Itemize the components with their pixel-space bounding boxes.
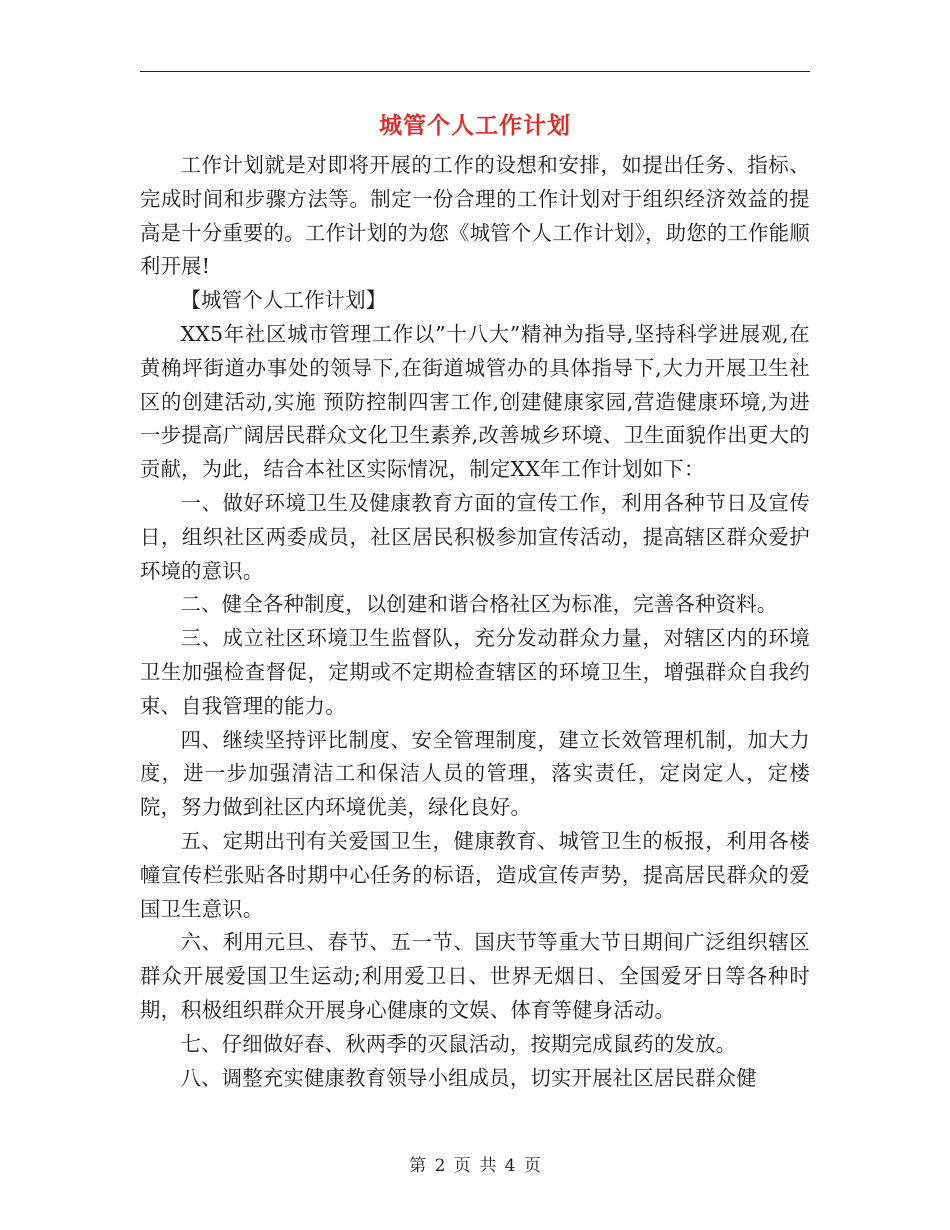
list-item: 三、成立社区环境卫生监督队，充分发动群众力量，对辖区内的环境卫生加强检查督促，定期或不定期检查辖区的环境卫生，增强群众自我约束、自我管理的能力。 [140, 626, 810, 718]
document-body [140, 149, 810, 1095]
intro-paragraph: 工作计划就是对即将开展的工作的设想和安排，如提出任务、指标、完成时间和步骤方法等。制定一份合理的工作计划对于组织经济效益的提高是十分重要的。工作计划的为您《城管个人工作计划》，助您的工作能顺利开展! [140, 153, 810, 279]
page-number: 第 2 页 共 4 页 [409, 1156, 541, 1176]
header-rule [140, 71, 810, 72]
section-heading: 【城管个人工作计划】 [180, 288, 387, 313]
document-title: 城管个人工作计划 [379, 112, 571, 139]
list-item: 五、定期出刊有关爱国卫生，健康教育、城管卫生的板报，利用各楼幢宣传栏张贴各时期中心任务的标语，造成宣传声势，提高居民群众的爱国卫生意识。 [140, 828, 810, 921]
list-item: 六、利用元旦、春节、五一节、国庆节等重大节日期间广泛组织辖区群众开展爱国卫生运动;利用爱卫日、世界无烟日、全国爱牙日等各种时期，积极组织群众开展身心健康的文娱、体育等健身活动。 [140, 930, 810, 1022]
body-paragraph: XX5年社区城市管理工作以”十八大”精神为指导,坚持科学进展观,在黄桷坪街道办事处的领导下,在街道城管办的具体指导下,大力开展卫生社区的创建活动,实施 预防控制四害工作,创建健康家园,营造健康环境,为进一步提高广阔居民群众文化卫生素养,改善城乡环境、卫生面貌作出更大的贡献，为此，结合本社区实际情况，制定XX年工作计划如下： [140, 321, 810, 482]
list-item: 二、健全各种制度，以创建和谐合格社区为标准，完善各种资料。 [180, 592, 778, 617]
list-item: 四、继续坚持评比制度、安全管理制度，建立长效管理机制，加大力度，进一步加强清洁工和保洁人员的管理，落实责任，定岗定人，定楼院，努力做到社区内环境优美，绿化良好。 [140, 727, 810, 820]
list-item: 八、调整充实健康教育领导小组成员，切实开展社区居民群众健 [180, 1065, 757, 1090]
list-item: 七、仔细做好春、秋两季的灭鼠活动，按期完成鼠药的发放。 [180, 1031, 737, 1056]
list-item: 一、做好环境卫生及健康教育方面的宣传工作，利用各种节日及宣传日，组织社区两委成员，社区居民积极参加宣传活动，提高辖区群众爱护环境的意识。 [140, 490, 810, 583]
